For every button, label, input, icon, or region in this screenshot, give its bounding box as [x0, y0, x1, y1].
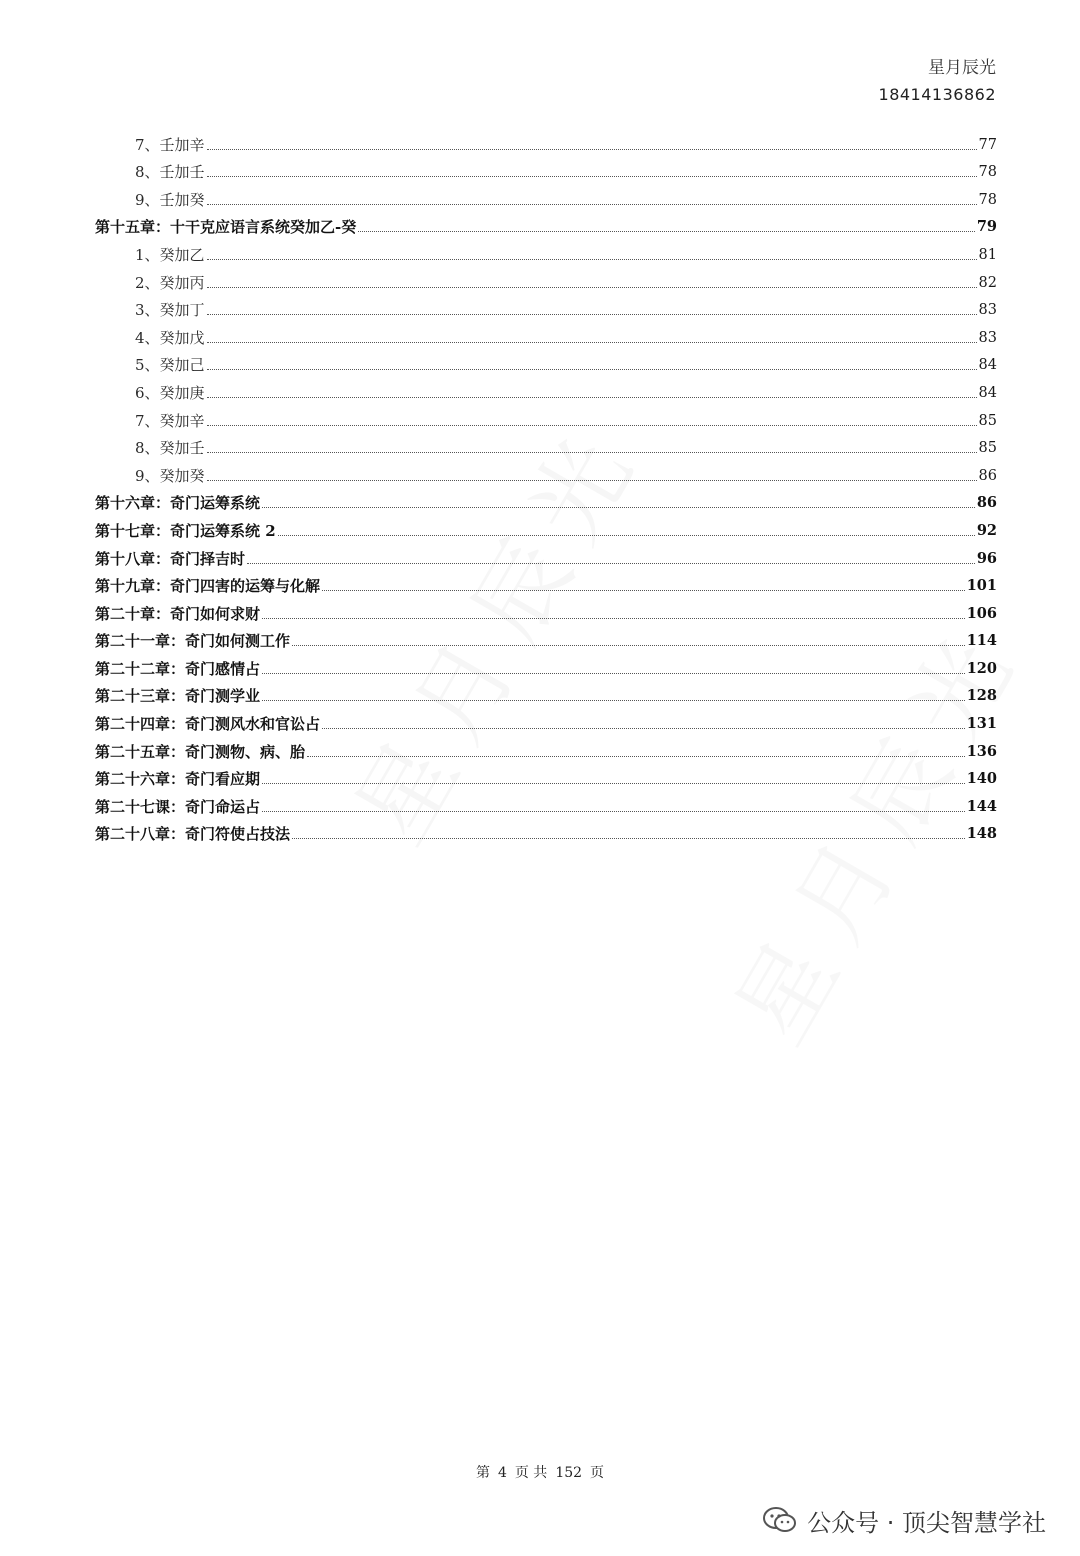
toc-entry-title: 第二十二章：奇门感情占: [95, 659, 261, 678]
toc-entry-page: 85: [978, 440, 997, 457]
toc-entry-title: 第二十四章：奇门测风水和官讼占: [95, 715, 321, 734]
dot-leader: [292, 644, 965, 646]
toc-entry-title: 7、癸加辛: [135, 411, 205, 430]
footer-total-pages: 152: [555, 1465, 583, 1481]
toc-entry-title: 第二十六章：奇门看应期: [95, 770, 261, 789]
toc-chapter-entry: [95, 705, 997, 733]
dot-leader: [358, 230, 975, 232]
dot-leader: [262, 506, 975, 508]
toc-section-entry: [95, 457, 997, 485]
toc-chapter-entry: [95, 816, 997, 844]
toc-entry-title: 第十七章：奇门运筹系统 2: [95, 521, 276, 540]
toc-entry-title: 8、壬加壬: [135, 163, 205, 182]
dot-leader: [207, 148, 977, 150]
toc-entry-page: 82: [978, 274, 997, 291]
footer-current-page: 4: [497, 1465, 507, 1481]
toc-chapter-entry: [95, 595, 997, 623]
dot-leader: [207, 424, 977, 426]
toc-entry-title: 9、癸加癸: [135, 466, 205, 485]
toc-entry-page: 114: [966, 632, 997, 650]
table-of-contents: [95, 126, 997, 843]
toc-chapter-entry: [95, 568, 997, 596]
toc-section-entry: [95, 319, 997, 347]
dot-leader: [278, 534, 975, 536]
toc-entry-page: 148: [966, 825, 997, 843]
dot-leader: [207, 203, 977, 205]
dot-leader: [307, 755, 965, 757]
dot-leader: [262, 672, 965, 674]
toc-entry-title: 第二十章：奇门如何求财: [95, 604, 261, 623]
toc-entry-page: 79: [976, 218, 997, 236]
toc-chapter-entry: [95, 761, 997, 789]
toc-entry-title: 2、癸加丙: [135, 273, 205, 292]
toc-entry-page: 101: [966, 577, 997, 595]
toc-entry-page: 83: [978, 329, 997, 346]
toc-entry-page: 86: [976, 494, 997, 512]
toc-section-entry: [95, 154, 997, 182]
toc-entry-page: 83: [978, 302, 997, 319]
dot-leader: [322, 727, 965, 729]
toc-entry-page: 106: [966, 604, 997, 622]
toc-section-entry: [95, 126, 997, 154]
dot-leader: [262, 782, 965, 784]
toc-section-entry: [95, 236, 997, 264]
dot-leader: [262, 699, 965, 701]
toc-entry-title: 第十九章：奇门四害的运筹与化解: [95, 577, 321, 596]
toc-section-entry: [95, 374, 997, 402]
page-footer: [0, 1462, 1080, 1482]
toc-entry-title: 第二十五章：奇门测物、病、胎: [95, 742, 306, 761]
page-header: [879, 56, 996, 106]
dot-leader: [262, 810, 965, 812]
toc-chapter-entry: [95, 733, 997, 761]
dot-leader: [207, 451, 977, 453]
dot-leader: [292, 837, 965, 839]
toc-entry-page: 85: [978, 412, 997, 429]
dot-leader: [207, 175, 977, 177]
toc-entry-title: 第二十七课：奇门命运占: [95, 797, 261, 816]
toc-entry-title: 1、癸加乙: [135, 245, 205, 264]
toc-entry-title: 第二十三章：奇门测学业: [95, 687, 261, 706]
toc-section-entry: [95, 347, 997, 375]
toc-chapter-entry: [95, 209, 997, 237]
toc-entry-page: 81: [978, 246, 997, 263]
footer-mid: 页 共: [514, 1465, 548, 1481]
brand-text: 公众号 · 顶尖智慧学社: [807, 1508, 1046, 1537]
dot-leader: [207, 341, 977, 343]
footer-prefix: 第: [475, 1465, 490, 1481]
toc-chapter-entry: [95, 678, 997, 706]
toc-entry-page: 92: [976, 521, 997, 539]
dot-leader: [207, 313, 977, 315]
toc-section-entry: [95, 402, 997, 430]
toc-chapter-entry: [95, 540, 997, 568]
toc-entry-title: 第二十八章：奇门符使占技法: [95, 825, 291, 844]
toc-chapter-entry: [95, 650, 997, 678]
toc-entry-page: 140: [966, 770, 997, 788]
author-phone: 18414136862: [878, 85, 996, 104]
dot-leader: [207, 286, 977, 288]
toc-entry-page: 77: [978, 136, 997, 153]
author-name: 星月辰光: [928, 58, 996, 78]
toc-entry-title: 6、癸加庚: [135, 383, 205, 402]
toc-entry-title: 4、癸加戊: [135, 328, 205, 347]
toc-entry-title: 5、癸加己: [135, 356, 205, 375]
wechat-icon: [763, 1506, 797, 1534]
toc-section-entry: [95, 292, 997, 320]
toc-chapter-entry: [95, 485, 997, 513]
toc-entry-page: 84: [978, 357, 997, 374]
toc-entry-page: 96: [976, 549, 997, 567]
wechat-brand: [763, 1498, 1046, 1542]
toc-entry-title: 第十八章：奇门择吉时: [95, 549, 246, 568]
toc-entry-title: 8、癸加壬: [135, 439, 205, 458]
toc-entry-page: 144: [966, 797, 997, 815]
toc-entry-title: 7、壬加辛: [135, 135, 205, 154]
footer-suffix: 页: [590, 1465, 605, 1481]
dot-leader: [262, 617, 965, 619]
toc-entry-title: 第十六章：奇门运筹系统: [95, 494, 261, 513]
toc-entry-title: 3、癸加丁: [135, 301, 205, 320]
toc-chapter-entry: [95, 788, 997, 816]
dot-leader: [207, 479, 977, 481]
dot-leader: [247, 562, 975, 564]
dot-leader: [207, 368, 977, 370]
toc-entry-title: 9、壬加癸: [135, 190, 205, 209]
toc-entry-title: 第十五章：十干克应语言系统癸加乙-癸: [95, 218, 357, 237]
toc-entry-page: 131: [966, 715, 997, 733]
toc-entry-page: 120: [966, 659, 997, 677]
dot-leader: [207, 258, 977, 260]
dot-leader: [322, 589, 965, 591]
toc-chapter-entry: [95, 512, 997, 540]
toc-entry-page: 84: [978, 384, 997, 401]
toc-section-entry: [95, 264, 997, 292]
toc-section-entry: [95, 430, 997, 458]
toc-section-entry: [95, 181, 997, 209]
dot-leader: [207, 396, 977, 398]
toc-entry-title: 第二十一章：奇门如何测工作: [95, 632, 291, 651]
toc-entry-page: 136: [966, 742, 997, 760]
toc-entry-page: 78: [978, 191, 997, 208]
toc-entry-page: 86: [978, 467, 997, 484]
toc-entry-page: 128: [966, 687, 997, 705]
toc-chapter-entry: [95, 623, 997, 651]
toc-entry-page: 78: [978, 164, 997, 181]
